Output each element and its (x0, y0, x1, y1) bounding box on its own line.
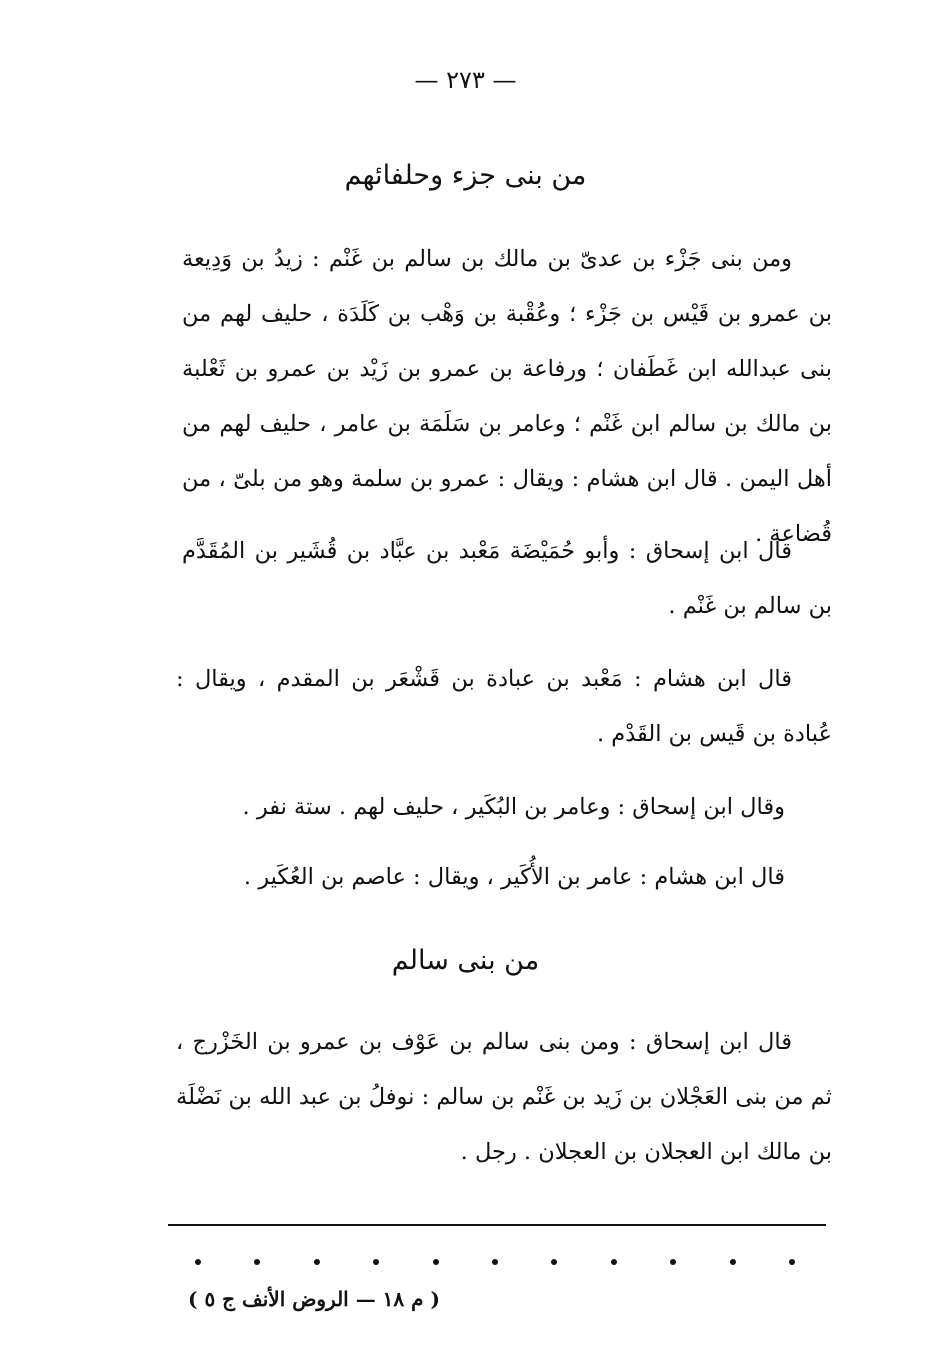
dot-ornament-row (195, 1252, 795, 1272)
dot-ornament (789, 1259, 795, 1265)
dot-ornament (551, 1259, 557, 1265)
dot-ornament (730, 1259, 736, 1265)
dot-ornament (611, 1259, 617, 1265)
page-number: — ٢٧٣ — (414, 66, 517, 94)
dot-ornament (492, 1259, 498, 1265)
paragraph: ومن بنى جَزْء بن عدىّ بن مالك بن سالم بن غَنْم : زيدُ بن وَدِيعة بن عمرو بن قَيْس بن جَزْء ؛ وعُقْبة بن وَهْب بن كَلَدَة ، حليف لهم من بنى عبدالله ابن غَطَفان ؛ ورفاعة بن عمرو بن زَيْد بن عمرو بن ثَعْلبة بن مالك بن سالم ابن غَنْم ؛ وعامر بن سَلَمَة بن عامر ، حليف لهم من أهل اليمن . قال ابن هشام : ويقال : عمرو بن سلمة وهو من بلىّ ، من قُضاعة . (182, 246, 832, 547)
footer-divider (168, 1224, 826, 1226)
section-heading-bani-salim: من بنى سالم (391, 945, 540, 976)
dot-ornament (254, 1259, 260, 1265)
paragraph: قال ابن هشام : عامر بن الأُكَير ، ويقال : عاصم بن العُكَير . (243, 864, 785, 890)
paragraph: قال ابن هشام : مَعْبد بن عبادة بن قَشْعَر بن المقدم ، ويقال : عُبادة بن قَيس بن القَدْم . (176, 666, 832, 747)
section-heading-bani-juz: من بنى جزء وحلفائهم (344, 160, 587, 191)
paragraph: وقال ابن إسحاق : وعامر بن البُكَير ، حليف لهم . ستة نفر . (242, 794, 785, 820)
dot-ornament (670, 1259, 676, 1265)
dot-ornament (195, 1259, 201, 1265)
paragraph: قال ابن إسحاق : وأبو حُمَيْضَة مَعْبد بن عبَّاد بن قُشَير بن المُقَدَّم بن سالم بن غَنْم . (182, 538, 832, 619)
dot-ornament (314, 1259, 320, 1265)
paragraph: قال ابن إسحاق : ومن بنى سالم بن عَوْف بن عمرو بن الخَزْرج ، ثم من بنى العَجْلان بن زَيد بن غَنْم بن سالم : نوفلُ بن عبد الله بن نَضْلَة بن مالك ابن العجلان بن العجلان . رجل . (176, 1029, 832, 1165)
dot-ornament (433, 1259, 439, 1265)
dot-ornament (373, 1259, 379, 1265)
footer-signature: ( م ١٨ — الروض الأنف ج ٥ ) (188, 1287, 440, 1311)
